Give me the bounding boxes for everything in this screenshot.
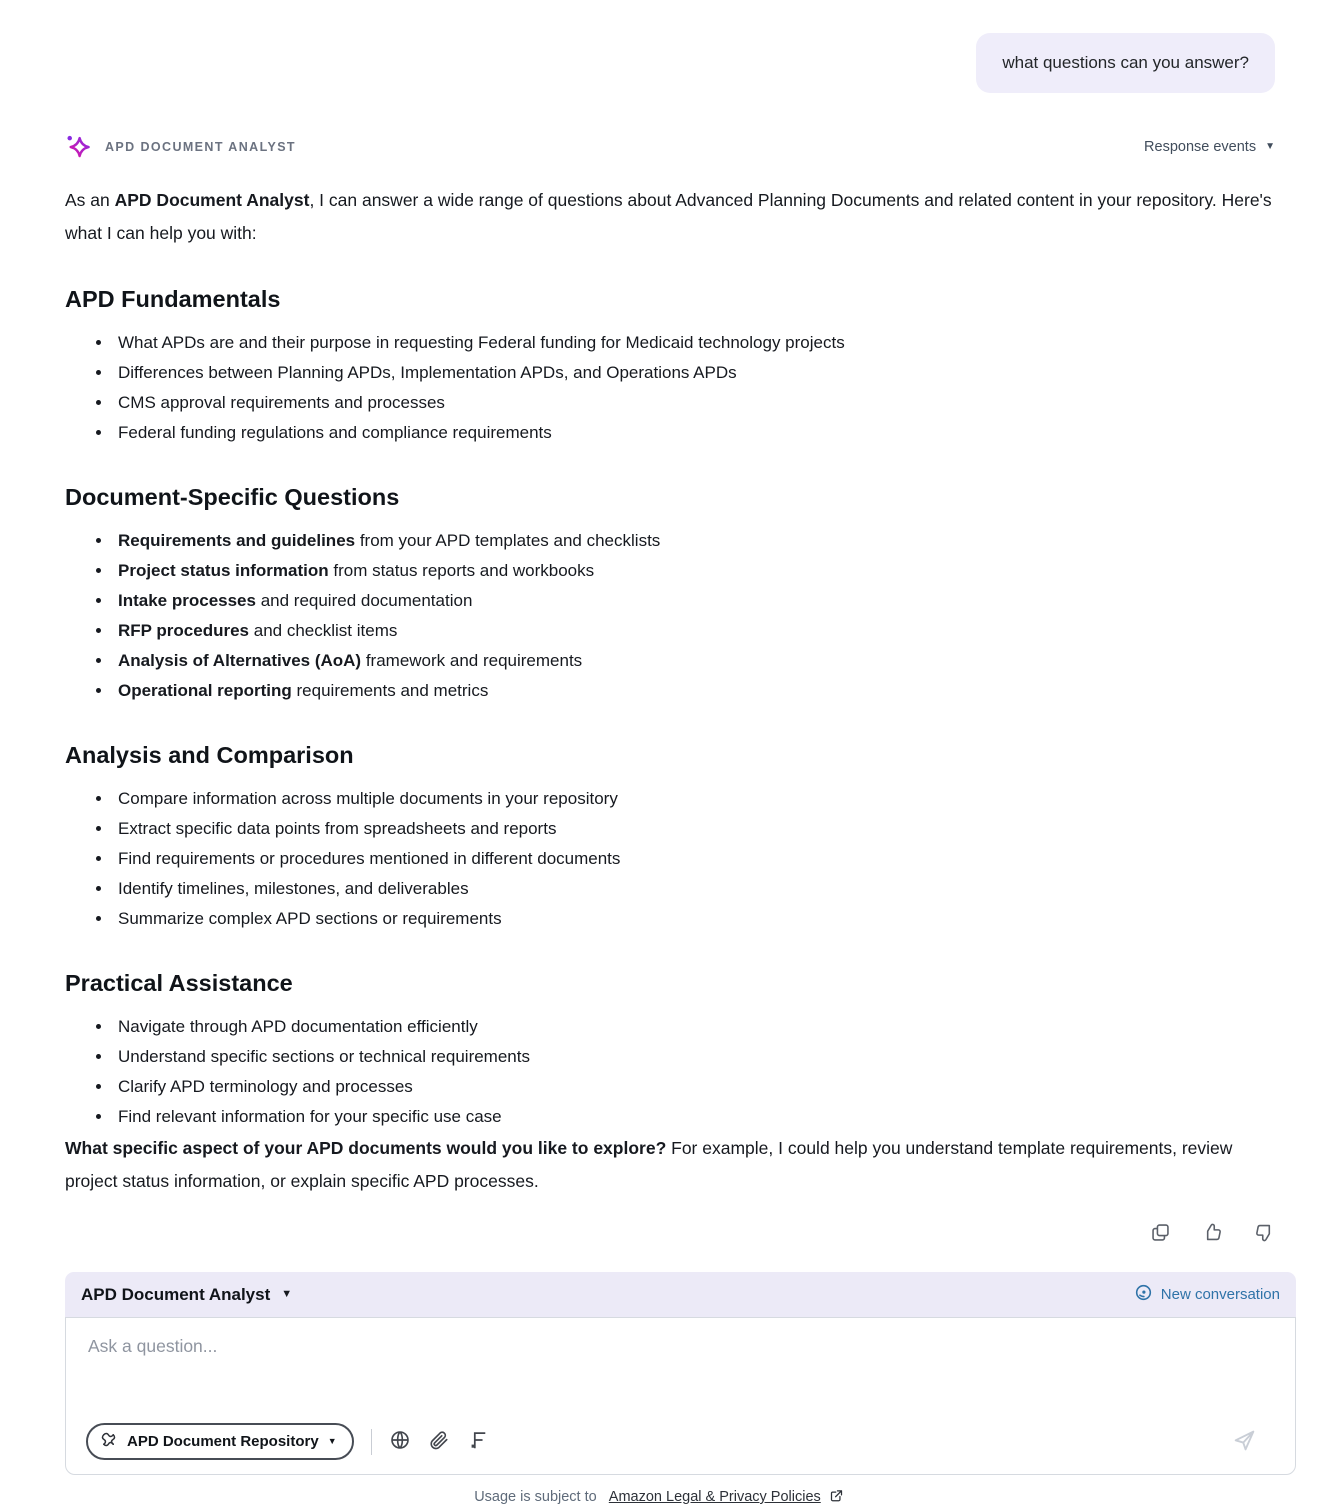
list-item: • Summarize complex APD sections or requirements: [113, 904, 1275, 934]
assistant-message: [65, 184, 1275, 1198]
bullet-list: [65, 328, 1275, 448]
list-item: • Navigate through APD documentation efficiently: [113, 1012, 1275, 1042]
legal-policies-link[interactable]: Amazon Legal & Privacy Policies: [608, 1489, 821, 1505]
list-item: • What APDs are and their purpose in requesting Federal funding for Medicaid technology projects: [113, 328, 1275, 358]
thumbs-up-icon: [1202, 1222, 1223, 1246]
closing-paragraph: [65, 1132, 1275, 1198]
agent-selector-label: APD Document Analyst: [81, 1284, 271, 1304]
section-heading: Practical Assistance: [65, 970, 293, 996]
divider: [371, 1429, 372, 1455]
bullet-list: [65, 526, 1275, 706]
attach-file-button[interactable]: [428, 1429, 450, 1454]
message-actions: [65, 1222, 1275, 1246]
copy-button[interactable]: [1150, 1222, 1171, 1246]
bullet-list: [65, 784, 1275, 934]
list-item: • Find relevant information for your specific use case: [113, 1102, 1275, 1132]
list-item: • Compare information across multiple documents in your repository: [113, 784, 1275, 814]
chevron-down-icon: ▼: [327, 1436, 337, 1446]
section-heading: Document-Specific Questions: [65, 484, 400, 510]
intro-prefix: As an: [65, 190, 115, 210]
copy-icon: [1150, 1222, 1171, 1246]
list-item: • Understand specific sections or technical requirements: [113, 1042, 1275, 1072]
list-item: • Extract specific data points from spreadsheets and reports: [113, 814, 1275, 844]
list-item: • Find requirements or procedures mentioned in different documents: [113, 844, 1275, 874]
list-item: • CMS approval requirements and processes: [113, 388, 1275, 418]
response-events-toggle[interactable]: [1144, 139, 1275, 155]
thumbs-up-button[interactable]: [1202, 1222, 1223, 1246]
thumbs-down-button[interactable]: [1254, 1222, 1275, 1246]
list-item: • Project status information from status reports and workbooks: [113, 556, 1275, 586]
thumbs-down-icon: [1254, 1222, 1275, 1246]
plugins-button[interactable]: [389, 1429, 411, 1454]
list-item: • Identify timelines, milestones, and deliverables: [113, 874, 1275, 904]
send-button[interactable]: [1226, 1427, 1263, 1457]
composer-header: [65, 1272, 1296, 1317]
repository-pill-label: APD Document Repository: [127, 1433, 319, 1450]
list-item: • Requirements and guidelines from your APD templates and checklists: [113, 526, 1275, 556]
repository-selector-pill[interactable]: [86, 1423, 354, 1460]
new-conversation-icon: [1134, 1283, 1153, 1306]
agent-name-label: APD DOCUMENT ANALYST: [105, 139, 296, 154]
intro-rest: , I can answer a wide range of questions about Advanced Planning Documents and related content in your repository. Here's what I can help you with:: [65, 190, 1272, 243]
list-item: • RFP procedures and checklist items: [113, 616, 1275, 646]
paperclip-icon: [428, 1429, 450, 1454]
sparkle-icon: [65, 133, 92, 160]
list-item: • Operational reporting requirements and metrics: [113, 676, 1275, 706]
agent-identity: [65, 133, 296, 160]
message-input-area: [65, 1317, 1296, 1475]
list-item: • Differences between Planning APDs, Implementation APDs, and Operations APDs: [113, 358, 1275, 388]
chevron-down-icon: ▼: [281, 1288, 293, 1300]
assistant-header: [65, 133, 1275, 160]
user-message-row: [65, 0, 1275, 93]
list-item: • Clarify APD terminology and processes: [113, 1072, 1275, 1102]
bullet-list: [65, 1012, 1275, 1132]
list-item: • Analysis of Alternatives (AoA) framework and requirements: [113, 646, 1275, 676]
globe-icon: [389, 1429, 411, 1454]
user-message-text: what questions can you answer?: [1002, 53, 1249, 72]
question-input[interactable]: [86, 1334, 1277, 1396]
composer: [65, 1272, 1296, 1475]
prompts-button[interactable]: [467, 1429, 489, 1454]
section-heading: APD Fundamentals: [65, 286, 281, 312]
agent-selector[interactable]: [81, 1285, 292, 1305]
list-item: • Intake processes and required documentation: [113, 586, 1275, 616]
closing-bold: What specific aspect of your APD documents would you like to explore?: [65, 1138, 667, 1158]
knot-icon: [99, 1430, 118, 1453]
list-item: • Federal funding regulations and compliance requirements: [113, 418, 1275, 448]
user-message-bubble: [976, 33, 1275, 93]
usage-footer: [0, 1488, 1318, 1505]
intro-bold: APD Document Analyst: [114, 190, 310, 210]
section-heading: Analysis and Comparison: [65, 742, 354, 768]
response-events-label: Response events: [1144, 138, 1257, 155]
composer-controls: [86, 1423, 1277, 1460]
footer-prefix: Usage is subject to: [474, 1489, 597, 1505]
new-conversation-label: New conversation: [1160, 1286, 1280, 1303]
chevron-down-icon: ▼: [1265, 140, 1275, 152]
intro-paragraph: [65, 184, 1275, 250]
closing-rest: For example, I could help you understand template requirements, review project status information, or explain specific APD processes.: [65, 1138, 1233, 1191]
prompts-icon: [467, 1429, 489, 1454]
new-conversation-button[interactable]: [1134, 1283, 1280, 1306]
external-link-icon: [821, 1489, 844, 1505]
